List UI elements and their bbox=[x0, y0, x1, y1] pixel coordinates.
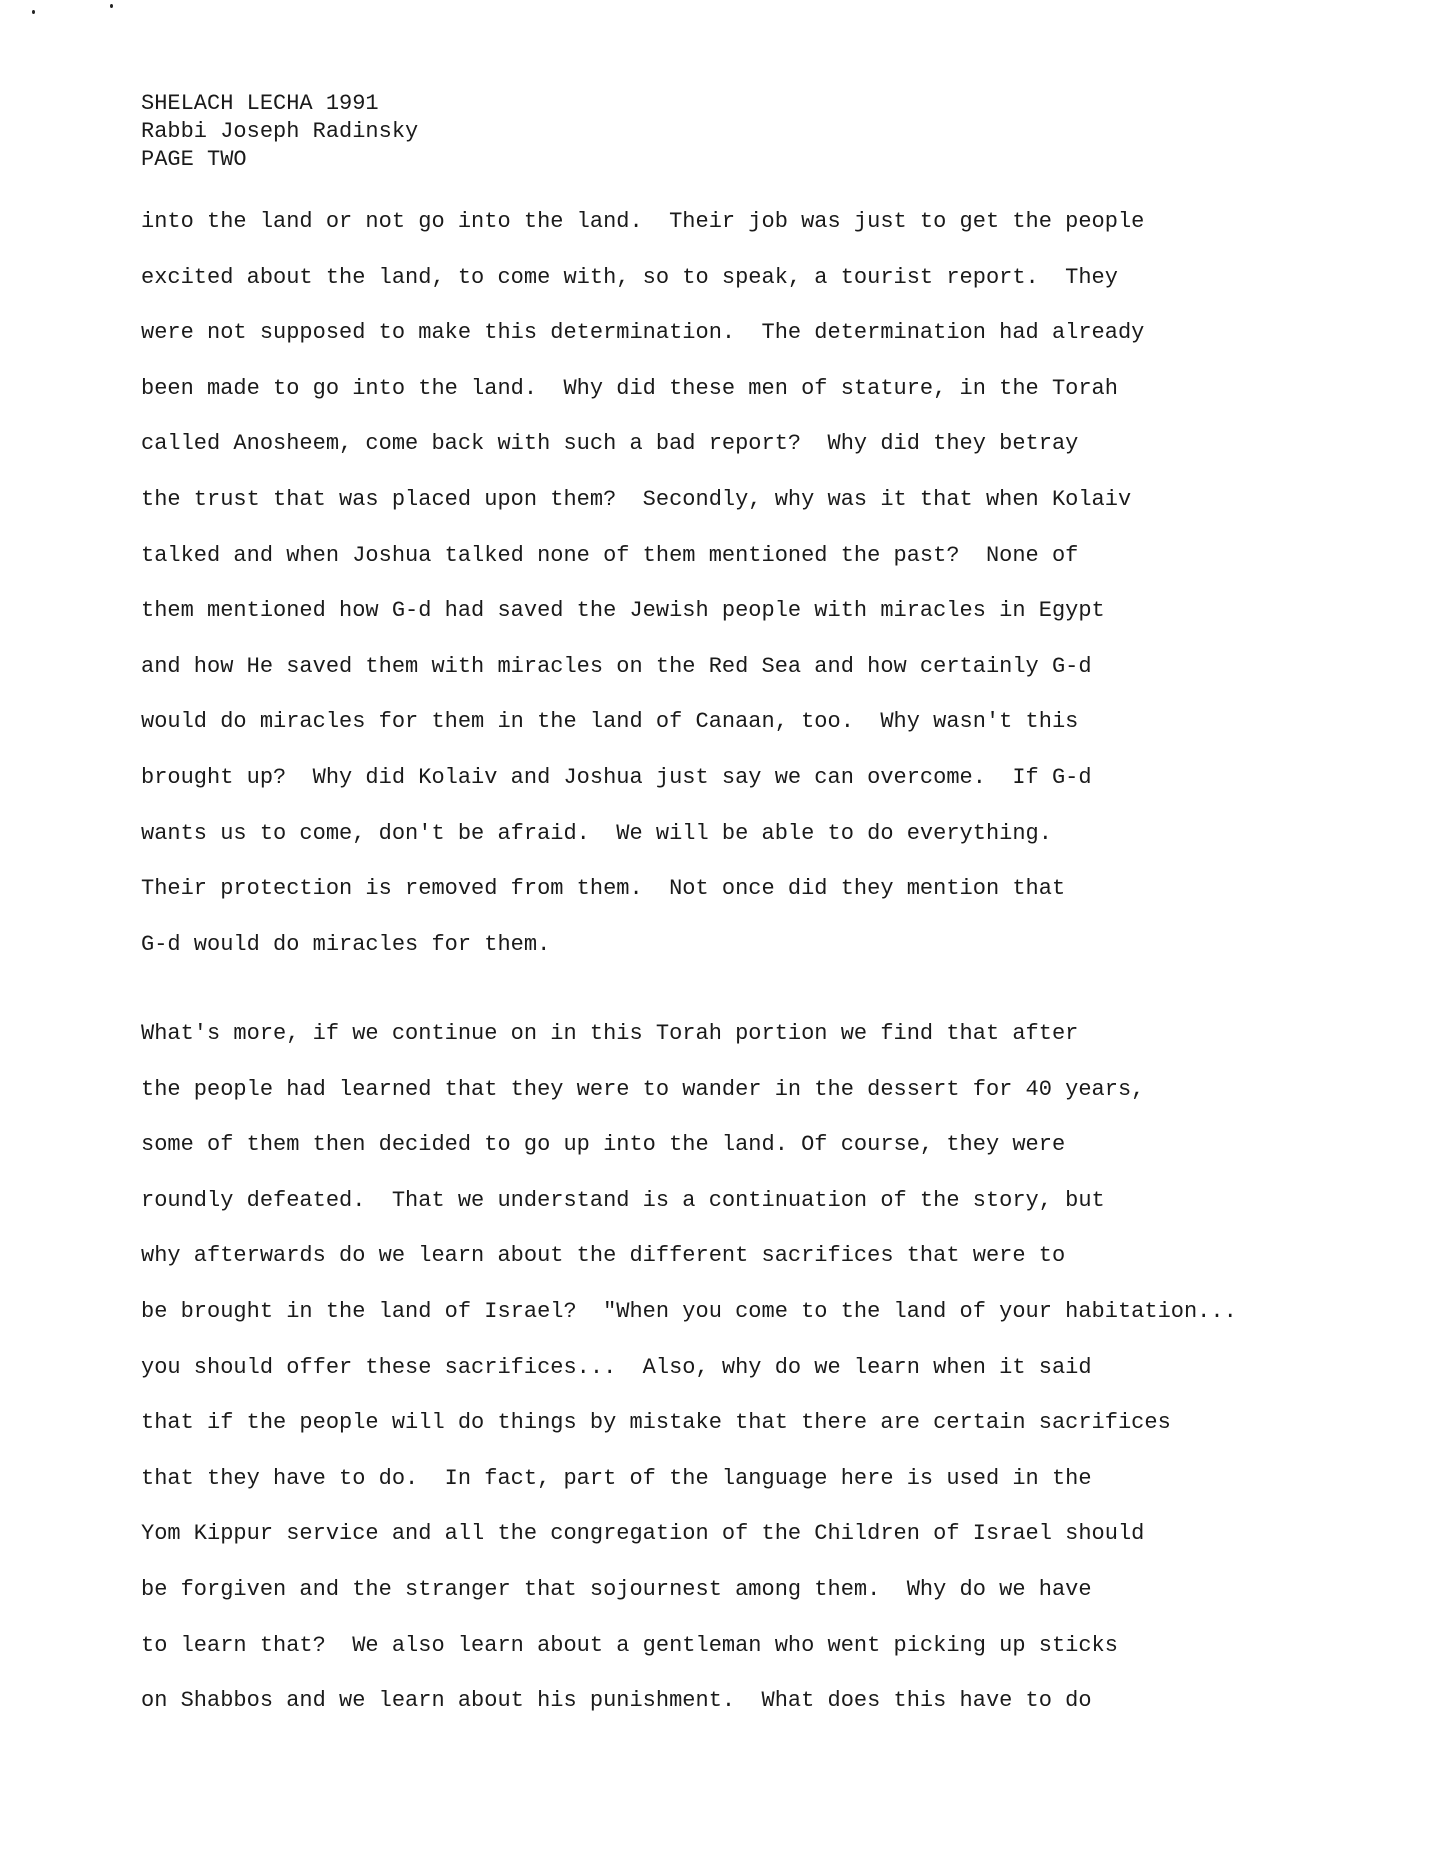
text-line: were not supposed to make this determination. The determination had already bbox=[141, 320, 1145, 346]
scan-speck bbox=[32, 10, 35, 14]
text-line: What's more, if we continue on in this Torah portion we find that after bbox=[141, 1021, 1079, 1046]
document-author: Rabbi Joseph Radinsky bbox=[141, 119, 419, 144]
text-line: roundly defeated. That we understand is a continuation of the story, but bbox=[141, 1187, 1105, 1213]
text-line: called Anosheem, come back with such a bad report? Why did they betray bbox=[141, 431, 1079, 457]
page-label: PAGE TWO bbox=[141, 147, 247, 172]
text-line: been made to go into the land. Why did these men of stature, in the Torah bbox=[141, 375, 1118, 401]
paragraph bbox=[141, 1006, 1401, 1729]
text-line: the people had learned that they were to wander in the dessert for 40 years, bbox=[141, 1076, 1145, 1102]
text-line: would do miracles for them in the land of Canaan, too. Why wasn't this bbox=[141, 709, 1079, 735]
text-line: be forgiven and the stranger that sojournest among them. Why do we have bbox=[141, 1576, 1092, 1602]
text-line: talked and when Joshua talked none of them mentioned the past? None of bbox=[141, 542, 1079, 568]
text-line: that if the people will do things by mistake that there are certain sacrifices bbox=[141, 1410, 1171, 1436]
text-line: the trust that was placed upon them? Secondly, why was it that when Kolaiv bbox=[141, 486, 1132, 512]
text-line: why afterwards do we learn about the different sacrifices that were to bbox=[141, 1243, 1066, 1269]
text-line: to learn that? We also learn about a gentleman who went picking up sticks bbox=[141, 1632, 1118, 1658]
text-line: brought up? Why did Kolaiv and Joshua just say we can overcome. If G-d bbox=[141, 764, 1092, 790]
text-line: Their protection is removed from them. Not once did they mention that bbox=[141, 876, 1066, 902]
text-line: excited about the land, to come with, so to speak, a tourist report. They bbox=[141, 264, 1118, 290]
text-line: Yom Kippur service and all the congregation of the Children of Israel should bbox=[141, 1521, 1145, 1547]
text-line: them mentioned how G-d had saved the Jewish people with miracles in Egypt bbox=[141, 598, 1105, 624]
text-line: that they have to do. In fact, part of the language here is used in the bbox=[141, 1465, 1092, 1491]
document-header bbox=[141, 90, 418, 174]
text-line: G-d would do miracles for them. bbox=[141, 931, 551, 957]
text-line: on Shabbos and we learn about his punishment. What does this have to do bbox=[141, 1688, 1092, 1714]
document-title: SHELACH LECHA 1991 bbox=[141, 91, 379, 116]
text-line: you should offer these sacrifices... Also, why do we learn when it said bbox=[141, 1354, 1092, 1380]
scan-speck bbox=[110, 4, 113, 8]
text-line: some of them then decided to go up into the land. Of course, they were bbox=[141, 1132, 1066, 1158]
text-line: be brought in the land of Israel? "When you come to the land of your habitation... bbox=[141, 1298, 1237, 1324]
text-line: and how He saved them with miracles on the Red Sea and how certainly G-d bbox=[141, 653, 1092, 679]
text-line: wants us to come, don't be afraid. We will be able to do everything. bbox=[141, 820, 1052, 846]
paragraph bbox=[141, 194, 1401, 972]
text-line: into the land or not go into the land. Their job was just to get the people bbox=[141, 209, 1145, 234]
